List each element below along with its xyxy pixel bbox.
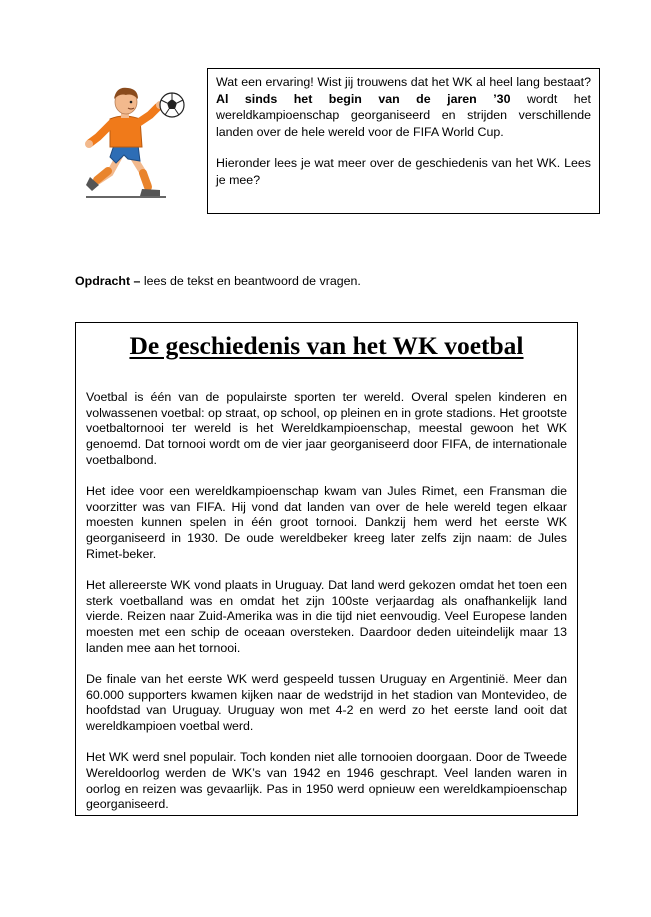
article-body bbox=[86, 390, 567, 813]
intro-paragraph-1 bbox=[216, 74, 591, 140]
intro-text-box bbox=[207, 68, 600, 214]
assignment-text: lees de tekst en beantwoord de vragen. bbox=[140, 274, 361, 288]
article-paragraph: Het idee voor een wereldkampioenschap kwam van Jules Rimet, een Fransman die voorzitter was van FIFA. Hij vond dat landen van over de hele wereld tegen elkaar moesten kunnen spelen in één groot tornooi. Dankzij hem werd het eerste WK georganiseerd in 1930. De oude wereldbeker kreeg later zelfs zijn naam: de Jules Rimet-beker. bbox=[86, 484, 567, 561]
article-paragraph: Voetbal is één van de populairste sporten ter wereld. Overal spelen kinderen en volwassenen voetbal: op straat, op school, op pleinen en in grote stadions. Het grootste voetbaltornooi ter wereld is het Wereldkampioenschap, meestal gewoon het WK genoemd. Dat tornooi wordt om de vier jaar georganiseerd door FIFA, de internationale voetbalbond. bbox=[86, 390, 567, 467]
article-box bbox=[75, 322, 578, 816]
soccer-ball-icon bbox=[160, 93, 184, 117]
article-title: De geschiedenis van het WK voetbal bbox=[129, 331, 524, 360]
article-paragraph: Het allereerste WK vond plaats in Uruguay. Dat land werd gekozen omdat het toen een sterk voetballand was en omdat het zijn 100ste verjaardag als onafhankelijk land vierde. Reizen naar Zuid-Amerika was in die tijd niet eenvoudig. Veel Europese landen moesten met een schip de oceaan oversteken. Daardoor deden uiteindelijk maar 13 landen mee aan het tornooi. bbox=[86, 578, 567, 655]
intro-text-before: Wat een ervaring! Wist jij trouwens dat het WK al heel lang bestaat? bbox=[216, 75, 591, 89]
assignment-label: Opdracht – bbox=[75, 274, 141, 288]
intro-bold-text: Al sinds het begin van de jaren ’30 bbox=[216, 91, 511, 106]
article-paragraph: Het WK werd snel populair. Toch konden niet alle tornooien doorgaan. Door de Tweede Wereldoorlog werden de WK’s van 1942 en 1946 geschrapt. Veel landen waren in oorlog en reizen was gevaarlijk. Pas in 1950 werd opnieuw een wereldkampioenschap georganiseerd. bbox=[86, 750, 567, 812]
intro-text-after: wordt het wereldkampioenschap georganiseerd en strijden verschillende landen over de hele wereld voor de FIFA World Cup. bbox=[216, 91, 591, 139]
soccer-player-icon bbox=[80, 85, 190, 205]
article-paragraph: De finale van het eerste WK werd gespeeld tussen Uruguay en Argentinië. Meer dan 60.000 supporters kwamen kijken naar de wedstrijd in het stadion van Montevideo, de hoofdstad van Uruguay. Uruguay won met 4-2 en werd zo het eerste land ooit dat wereldkampioen voetbal werd. bbox=[86, 672, 567, 734]
intro-paragraph-2: Hieronder lees je wat meer over de geschiedenis van het WK. Lees je mee? bbox=[216, 156, 591, 187]
assignment-instruction bbox=[75, 273, 361, 289]
